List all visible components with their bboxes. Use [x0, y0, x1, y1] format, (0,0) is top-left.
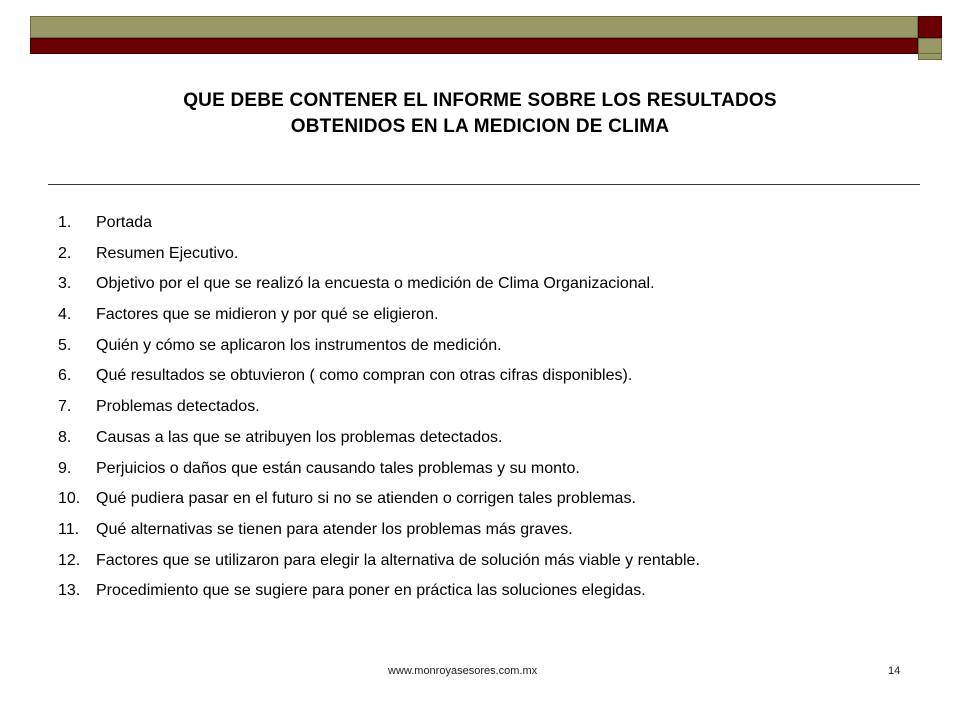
list-item-text: Qué resultados se obtuvieron ( como compran con otras cifras disponibles).	[96, 367, 633, 385]
list-item-text: Qué alternativas se tienen para atender los problemas más graves.	[96, 520, 573, 538]
list-item-number: 6.	[58, 367, 72, 385]
page-number: 14	[888, 665, 901, 677]
list-item-number: 10.	[58, 490, 81, 508]
list-item-text: Procedimiento que se sugiere para poner en práctica las soluciones elegidas.	[96, 582, 646, 600]
list-item-number: 2.	[58, 244, 72, 262]
list-item	[58, 426, 700, 457]
list-item	[58, 487, 700, 518]
list-item	[58, 334, 700, 365]
list-item	[58, 272, 700, 303]
title-divider	[48, 184, 920, 185]
list-item-number: 7.	[58, 398, 72, 416]
list-item-text: Factores que se midieron y por qué se eligieron.	[96, 306, 439, 324]
list-item	[58, 579, 700, 610]
report-contents-list	[58, 211, 700, 610]
list-item-text: Qué pudiera pasar en el futuro si no se atienden o corrigen tales problemas.	[96, 490, 636, 508]
list-item-number: 4.	[58, 306, 72, 324]
header-corner-olive-square	[918, 38, 942, 54]
list-item-text: Factores que se utilizaron para elegir la alternativa de solución más viable y rentable.	[96, 551, 700, 569]
list-item	[58, 549, 700, 580]
list-item	[58, 211, 700, 242]
list-item-number: 1.	[58, 214, 72, 231]
header-maroon-bar	[30, 38, 918, 54]
list-item	[58, 395, 700, 426]
list-item-number: 13.	[58, 582, 81, 600]
list-item-number: 11.	[58, 520, 80, 538]
list-item-number: 3.	[58, 275, 72, 293]
slide-title-line-1: QUE DEBE CONTENER EL INFORME SOBRE LOS RESULTADOS	[183, 90, 777, 111]
list-item-number: 8.	[58, 428, 72, 446]
list-item-number: 5.	[58, 336, 72, 354]
slide-title-line-2: OBTENIDOS EN LA MEDICION DE CLIMA	[290, 116, 670, 137]
list-item-text: Perjuicios o daños que están causando tales problemas y su monto.	[96, 459, 580, 477]
list-item-number: 9.	[58, 459, 72, 477]
list-item	[58, 518, 700, 549]
list-item-text: Causas a las que se atribuyen los problemas detectados.	[96, 428, 503, 446]
header-corner-olive-cap	[918, 54, 942, 60]
list-item-text: Resumen Ejecutivo.	[96, 244, 239, 262]
list-item	[58, 364, 700, 395]
list-item	[58, 303, 700, 334]
slide-title	[60, 88, 900, 140]
list-item-number: 12.	[58, 551, 81, 569]
list-item-text: Objetivo por el que se realizó la encuesta o medición de Clima Organizacional.	[96, 275, 655, 293]
list-item-text: Portada	[96, 214, 153, 231]
list-item	[58, 457, 700, 488]
header-olive-bar	[30, 16, 918, 38]
list-item-text: Problemas detectados.	[96, 398, 260, 416]
list-item	[58, 242, 700, 273]
list-item-text: Quién y cómo se aplicaron los instrumentos de medición.	[96, 336, 502, 354]
header-corner-maroon-square	[918, 16, 942, 38]
footer-website: www.monroyasesores.com.mx	[388, 665, 538, 677]
